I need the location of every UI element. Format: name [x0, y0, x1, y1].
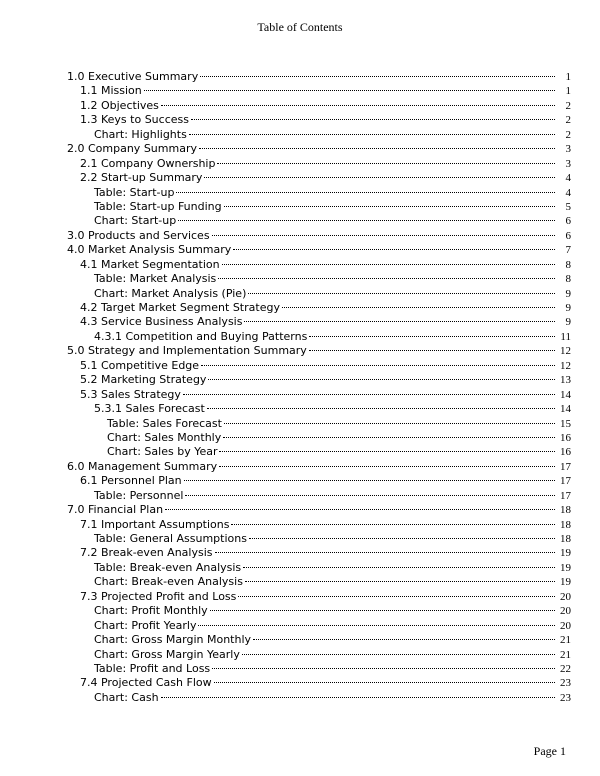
toc-entry-page: 9 [565, 302, 571, 314]
toc-entry-label: 1.3 Keys to Success [80, 113, 189, 127]
toc-entry-page: 17 [560, 460, 571, 473]
toc-entry-page: 7 [565, 244, 571, 257]
toc-entry[interactable] [67, 676, 571, 690]
toc-entry-page: 2 [565, 114, 571, 127]
dot-leader [219, 451, 555, 452]
toc-entry[interactable] [67, 229, 571, 243]
toc-entry-label: 7.2 Break-even Analysis [80, 546, 213, 560]
toc-entry[interactable] [67, 474, 571, 488]
toc-entry-page: 12 [560, 345, 571, 358]
toc-entry-page: 3 [565, 143, 571, 156]
dot-leader [309, 336, 555, 337]
dot-leader [224, 423, 555, 424]
toc-entry-label: 2.1 Company Ownership [80, 156, 216, 170]
toc-entry-label: 5.2 Marketing Strategy [80, 373, 207, 387]
toc-entry[interactable] [67, 373, 571, 387]
toc-entry[interactable] [67, 619, 571, 633]
toc-entry-label: 7.3 Projected Profit and Loss [80, 589, 237, 603]
dot-leader [201, 365, 555, 366]
toc-entry[interactable] [67, 287, 571, 301]
table-of-contents [67, 70, 571, 705]
toc-entry-label: 2.0 Company Summary [67, 142, 197, 156]
dot-leader [218, 278, 555, 279]
toc-entry-page: 21 [560, 634, 571, 647]
dot-leader [161, 105, 555, 106]
toc-entry-label: Chart: Market Analysis (Pie) [94, 286, 247, 300]
toc-entry-label: Chart: Profit Monthly [94, 604, 208, 618]
toc-entry[interactable] [67, 99, 571, 113]
toc-entry[interactable] [67, 301, 571, 315]
toc-entry[interactable] [67, 113, 571, 127]
toc-entry-page: 9 [565, 287, 571, 300]
toc-entry-page: 16 [560, 431, 571, 444]
toc-entry-label: Chart: Sales Monthly [107, 430, 222, 444]
toc-entry[interactable] [67, 417, 571, 431]
toc-entry-page: 2 [565, 99, 571, 112]
dot-leader [144, 90, 555, 91]
toc-entry-page: 20 [560, 619, 571, 632]
toc-entry-page: 16 [560, 446, 571, 459]
toc-entry-page: 18 [560, 533, 571, 545]
toc-entry-label: Table: Start-up Funding [94, 199, 222, 213]
dot-leader [176, 192, 555, 193]
toc-entry[interactable] [67, 575, 571, 589]
dot-leader [161, 697, 555, 698]
toc-entry[interactable] [67, 590, 571, 604]
toc-entry-page: 4 [565, 172, 571, 185]
toc-entry-page: 18 [560, 518, 571, 531]
dot-leader [249, 538, 555, 539]
dot-leader [231, 524, 555, 525]
toc-entry[interactable] [67, 648, 571, 662]
toc-entry[interactable] [67, 445, 571, 459]
toc-entry-label: 4.3.1 Competition and Buying Patterns [94, 329, 308, 343]
toc-entry-page: 23 [560, 691, 571, 704]
dot-leader [238, 596, 555, 597]
toc-entry-label: 4.1 Market Segmentation [80, 257, 220, 271]
toc-entry[interactable] [67, 258, 571, 272]
toc-entry[interactable] [67, 272, 571, 286]
dot-leader [242, 654, 555, 655]
dot-leader [184, 480, 555, 481]
toc-entry-label: 5.3.1 Sales Forecast [94, 402, 205, 416]
dot-leader [248, 293, 555, 294]
toc-entry-label: 4.0 Market Analysis Summary [67, 243, 232, 257]
dot-leader [243, 567, 555, 568]
toc-entry-label: Chart: Profit Yearly [94, 618, 197, 632]
toc-entry[interactable] [67, 128, 571, 142]
toc-entry-page: 15 [560, 417, 571, 430]
toc-entry[interactable] [67, 157, 571, 171]
toc-entry-label: 5.0 Strategy and Implementation Summary [67, 344, 307, 358]
toc-entry[interactable] [67, 518, 571, 532]
toc-entry-label: Chart: Break-even Analysis [94, 575, 243, 589]
toc-entry[interactable] [67, 388, 571, 402]
toc-entry[interactable] [67, 200, 571, 214]
dot-leader [253, 639, 555, 640]
toc-entry-page: 6 [565, 229, 571, 242]
toc-entry[interactable] [67, 503, 571, 517]
dot-leader [189, 134, 555, 135]
toc-entry[interactable] [67, 546, 571, 560]
toc-entry-page: 1 [565, 71, 571, 83]
dot-leader [219, 466, 555, 467]
toc-entry-page: 14 [560, 388, 571, 401]
toc-entry-label: Chart: Cash [94, 690, 159, 704]
dot-leader [165, 509, 555, 510]
toc-entry[interactable] [67, 186, 571, 200]
toc-entry-page: 9 [565, 316, 571, 329]
dot-leader [198, 625, 555, 626]
toc-entry-page: 1 [565, 85, 571, 98]
toc-entry[interactable] [67, 70, 571, 84]
toc-entry-label: Table: General Assumptions [94, 532, 247, 545]
toc-entry[interactable] [67, 431, 571, 445]
toc-entry-label: Table: Break-even Analysis [94, 560, 242, 574]
toc-entry-page: 8 [565, 273, 571, 286]
dot-leader [223, 437, 555, 438]
toc-entry-label: 7.4 Projected Cash Flow [80, 676, 212, 690]
toc-entry-page: 18 [560, 504, 571, 517]
dot-leader [212, 668, 555, 669]
toc-entry-label: 5.1 Competitive Edge [80, 358, 200, 372]
toc-entry[interactable] [67, 604, 571, 618]
toc-entry-page: 19 [560, 576, 571, 589]
toc-entry-page: 19 [560, 561, 571, 574]
toc-entry-page: 12 [560, 359, 571, 372]
toc-entry[interactable] [67, 402, 571, 416]
dot-leader [208, 379, 555, 380]
dot-leader [199, 148, 555, 149]
toc-entry-page: 22 [560, 662, 571, 675]
toc-entry[interactable] [67, 243, 571, 257]
toc-entry-page: 11 [560, 330, 571, 343]
toc-entry[interactable] [67, 691, 571, 705]
dot-leader [178, 220, 555, 221]
toc-entry[interactable] [67, 633, 571, 647]
dot-leader [215, 552, 556, 553]
dot-leader [185, 495, 555, 496]
toc-entry-label: Chart: Gross Margin Monthly [94, 633, 252, 647]
toc-entry-label: Table: Market Analysis [94, 272, 217, 286]
dot-leader [212, 235, 555, 236]
toc-entry-label: 2.2 Start-up Summary [80, 171, 203, 185]
toc-entry-page: 4 [565, 186, 571, 199]
toc-entry-page: 23 [560, 677, 571, 690]
toc-entry-page: 6 [565, 215, 571, 228]
toc-entry[interactable] [67, 460, 571, 474]
dot-leader [210, 610, 555, 611]
toc-entry-label: 3.0 Products and Services [67, 228, 210, 242]
toc-entry[interactable] [67, 84, 571, 98]
toc-entry[interactable] [67, 359, 571, 373]
page-number: Page 1 [533, 744, 566, 758]
page-title: Table of Contents [257, 20, 343, 34]
toc-entry-label: Table: Profit and Loss [94, 661, 211, 675]
toc-entry[interactable] [67, 532, 571, 546]
dot-leader [191, 119, 555, 120]
toc-entry-page: 5 [565, 200, 571, 213]
toc-entry-label: Chart: Highlights [94, 127, 187, 141]
toc-entry-label: 6.1 Personnel Plan [80, 474, 182, 488]
toc-entry-label: 7.0 Financial Plan [67, 503, 164, 517]
toc-entry[interactable] [67, 330, 571, 344]
dot-leader [214, 682, 555, 683]
toc-entry-page: 21 [560, 648, 571, 661]
toc-entry[interactable] [67, 489, 571, 503]
toc-entry-page: 17 [560, 475, 571, 488]
toc-entry-page: 19 [560, 547, 571, 560]
toc-entry-page: 20 [560, 590, 571, 603]
dot-leader [207, 408, 555, 409]
toc-entry-page: 2 [565, 128, 571, 141]
toc-entry-page: 13 [560, 374, 571, 387]
toc-entry-label: 1.0 Executive Summary [67, 70, 199, 83]
dot-leader [217, 163, 555, 164]
toc-entry-label: 5.3 Sales Strategy [80, 387, 181, 401]
toc-entry-label: 7.1 Important Assumptions [80, 517, 230, 531]
dot-leader [222, 264, 555, 265]
toc-entry-label: 4.3 Service Business Analysis [80, 315, 243, 329]
dot-leader [224, 206, 555, 207]
toc-entry[interactable] [67, 214, 571, 228]
toc-entry[interactable] [67, 344, 571, 358]
toc-entry-label: Table: Sales Forecast [107, 416, 222, 430]
toc-entry-page: 20 [560, 605, 571, 618]
toc-entry-label: Chart: Gross Margin Yearly [94, 647, 240, 661]
toc-entry[interactable] [67, 561, 571, 575]
dot-leader [245, 581, 555, 582]
toc-entry-label: Chart: Sales by Year [107, 445, 218, 459]
toc-entry-label: 1.1 Mission [80, 84, 142, 98]
toc-entry-label: 6.0 Management Summary [67, 459, 218, 473]
toc-entry[interactable] [67, 171, 571, 185]
toc-entry-page: 14 [560, 403, 571, 416]
toc-entry[interactable] [67, 662, 571, 676]
dot-leader [204, 177, 555, 178]
toc-entry-label: 1.2 Objectives [80, 98, 159, 112]
toc-entry-page: 8 [565, 258, 571, 271]
dot-leader [233, 249, 555, 250]
toc-entry-page: 3 [565, 157, 571, 170]
toc-entry-page: 17 [560, 489, 571, 502]
toc-entry-label: 4.2 Target Market Segment Strategy [80, 301, 280, 314]
toc-entry[interactable] [67, 142, 571, 156]
dot-leader [183, 394, 555, 395]
toc-entry-label: Table: Start-up [94, 185, 175, 199]
dot-leader [244, 321, 555, 322]
dot-leader [200, 76, 555, 77]
toc-entry[interactable] [67, 315, 571, 329]
dot-leader [309, 350, 555, 351]
toc-entry-label: Table: Personnel [94, 488, 184, 502]
toc-entry-label: Chart: Start-up [94, 214, 177, 228]
dot-leader [282, 307, 555, 308]
